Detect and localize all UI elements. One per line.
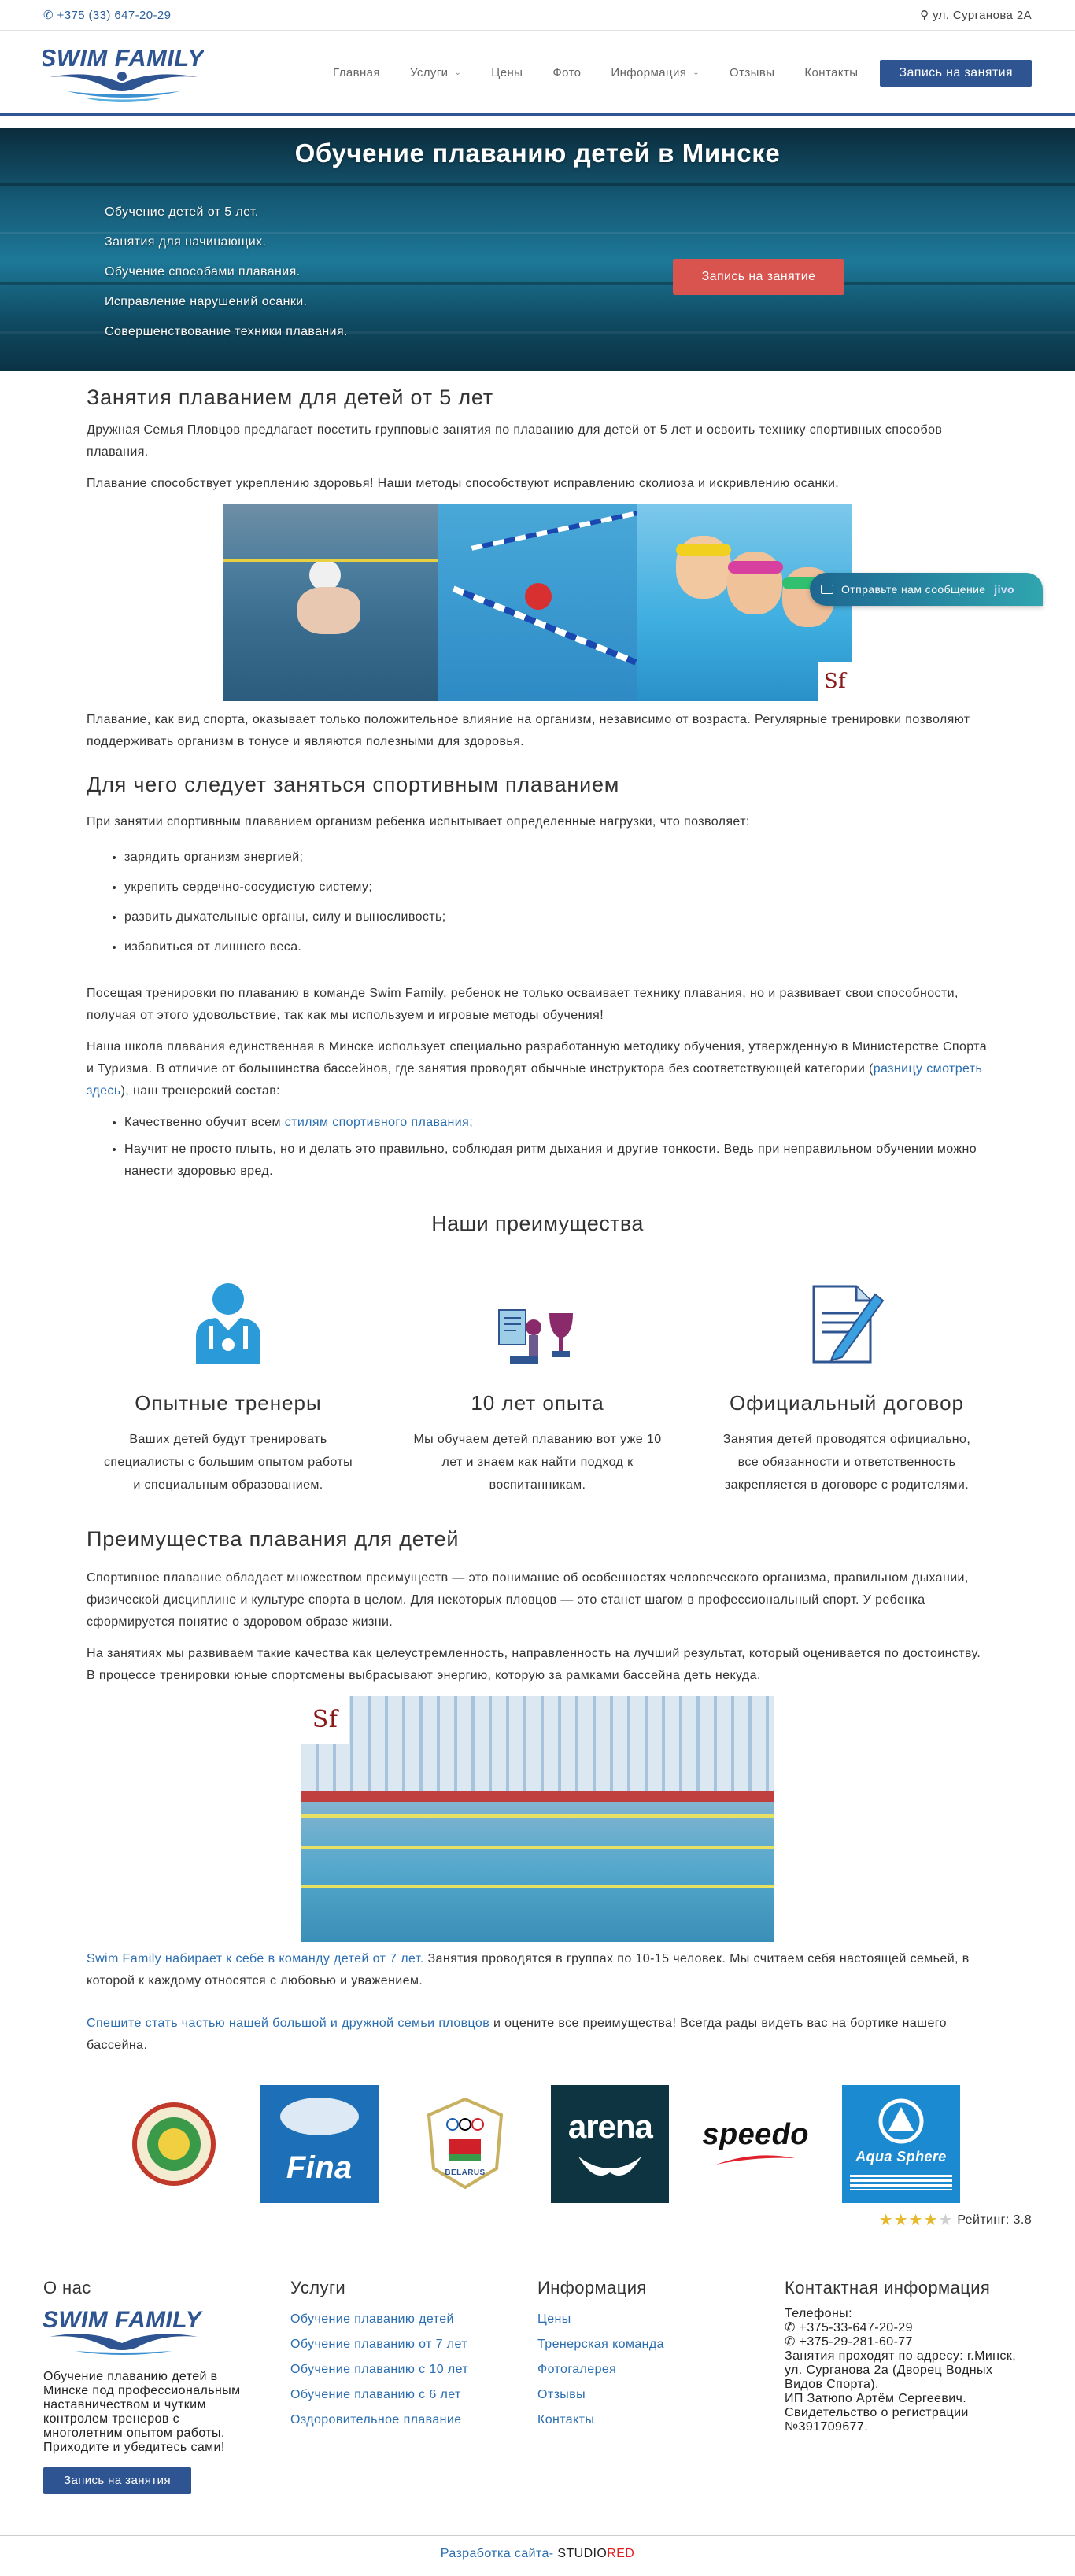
- nav-item-contacts[interactable]: [804, 63, 858, 83]
- footer: [0, 2275, 1075, 2572]
- chevron-down-icon: ⌄: [454, 68, 462, 78]
- map-pin-icon: ⚲: [920, 9, 929, 22]
- text: Качественно обучит всем: [124, 1116, 285, 1129]
- phones-label: Телефоны:: [785, 2307, 852, 2321]
- hero-title: Обучение плаванию детей в Минске: [294, 138, 781, 168]
- belarus-label: BELARUS: [445, 2168, 486, 2177]
- olympic-belarus-logo[interactable]: [406, 2085, 524, 2203]
- text: Наша школа плавания единственная в Минске использует специально разработанную методику обучения, утвержденную в Министерстве Спорта и Туризма. В отличие от большинства бассейнов, где занятия проводят обычные инструктора без соответствующей категории (: [87, 1040, 988, 1076]
- advantage-text: Мы обучаем детей плаванию вот уже 10 лет и знаем как найти подход к воспитанникам.: [413, 1433, 662, 1492]
- paragraph: При занятии спортивным плаванием организм ребенка испытывает определенные нагрузки, что позволяет:: [87, 815, 750, 829]
- arena-label: arena: [567, 2108, 652, 2145]
- footer-link[interactable]: Отзывы: [538, 2388, 586, 2402]
- advantage-title: Опытные тренеры: [135, 1391, 322, 1415]
- footer-link[interactable]: Цены: [538, 2312, 571, 2327]
- hero-signup-button[interactable]: Запись на занятие: [673, 259, 844, 295]
- swimmer-photo: [223, 504, 438, 701]
- footer-title: Услуги: [290, 2278, 346, 2298]
- team-link[interactable]: Swim Family набирает к себе в команду детей от 7 лет.: [87, 1952, 424, 1965]
- text: Занятия проводятся в группах по 10-15 человек. Мы считаем себя настоящей семьей, в которой к каждому относятся с любовью и уважением.: [87, 1952, 970, 1987]
- arena-logo[interactable]: [551, 2085, 669, 2203]
- logo-text: SWIM FAMILY: [43, 44, 204, 72]
- hero-list-item: Обучение детей от 5 лет.: [105, 205, 259, 219]
- nav-label: Отзывы: [730, 65, 775, 79]
- nav-item-home[interactable]: [333, 63, 380, 83]
- phone-link[interactable]: [43, 0, 171, 31]
- footer-link[interactable]: Обучение плаванию с 10 лет: [290, 2363, 469, 2377]
- nav-label: Информация: [611, 65, 687, 79]
- list-item: • развить дыхательные органы, силу и выносливость;: [124, 902, 988, 932]
- coach-icon: [185, 1282, 272, 1367]
- footer-title: Информация: [538, 2278, 647, 2298]
- speedo-logo[interactable]: [696, 2085, 815, 2203]
- paragraph: [87, 1036, 988, 1102]
- logo[interactable]: [43, 42, 204, 104]
- section-title: Преимущества плавания для детей: [87, 1527, 460, 1551]
- contract-icon: [807, 1279, 886, 1367]
- footer-link[interactable]: Контакты: [538, 2413, 595, 2427]
- chat-widget[interactable]: [810, 573, 1043, 606]
- nav-label: Цены: [491, 65, 523, 79]
- join-family-link[interactable]: Спешите стать частью нашей большой и дружной семьи пловцов: [87, 2017, 490, 2030]
- coach-list: [124, 1112, 988, 1183]
- paragraph: Дружная Семья Пловцов предлагает посетить групповые занятия по плаванию для детей от 5 лет и освоить технику спортивных способов плавания.: [87, 423, 943, 459]
- difference-link[interactable]: разницу смотреть здесь: [87, 1062, 983, 1098]
- nav-item-info[interactable]: [611, 63, 700, 83]
- main-nav: [303, 60, 1032, 87]
- chat-label: Отправьте нам сообщение: [841, 583, 986, 596]
- advantage-text: Ваших детей будут тренировать специалисты с большим опытом работы и специальным образованием.: [103, 1433, 353, 1492]
- paragraph: На занятиях мы развиваем такие качества как целеустремленность, направленность на лучший результат, который оценивается по достоинству. В процессе тренировки юные спортсмены выбрасывают энергию, которую за рамками бассейна деть некуда.: [87, 1647, 981, 1682]
- text: и оцените все преимущества! Всегда рады видеть вас на бортике нашего бассейна.: [87, 2017, 947, 2052]
- footer-address: Занятия проходят по адресу: г.Минск, ул. Сурганова 2а (Дворец Водных Видов Спорта).: [785, 2349, 1017, 2392]
- footer-info: [538, 2275, 785, 2494]
- star-icon[interactable]: ★: [893, 2212, 909, 2229]
- hero-list-item: Обучение способами плавания.: [105, 265, 301, 279]
- footer-contacts: [785, 2275, 1032, 2494]
- footer-link[interactable]: Обучение плаванию с 6 лет: [290, 2388, 461, 2402]
- footer-logo-text: SWIM FAMILY: [43, 2307, 202, 2334]
- nav-item-photo[interactable]: [552, 63, 581, 83]
- paragraph: Плавание, как вид спорта, оказывает только положительное влияние на организм, независимо от возраста. Регулярные тренировки позволяют поддерживать организм в тонусе и являются полезными для здоровья.: [87, 713, 970, 748]
- sf-watermark-icon: Sf: [301, 1696, 349, 1744]
- advantage-text: Занятия детей проводятся официально, все обязанности и ответственность закрепляется в договоре с родителями.: [722, 1433, 971, 1492]
- credits-red: RED: [607, 2547, 635, 2561]
- credits-label: Разработка сайта-: [440, 2547, 558, 2561]
- advantages-row: [87, 1275, 988, 1506]
- paragraph: [87, 2013, 988, 2057]
- hero-list-item: Занятия для начинающих.: [105, 235, 267, 249]
- partner-logos: [87, 2085, 988, 2203]
- footer-link[interactable]: Обучение плаванию от 7 лет: [290, 2338, 468, 2352]
- envelope-icon: [821, 585, 833, 594]
- federation-emblem[interactable]: [115, 2085, 233, 2203]
- hero-list: [105, 197, 348, 347]
- paragraph: Спортивное плавание обладает множеством преимуществ — это понимание об особенностях человеческого организма, правильном дыхании, физической дисциплине и культуре спорта в целом. Для некоторых пловцов — это станет шагом в профессиональный спорт. У ребенка сформируется понятие о здоровом образе жизни.: [87, 1571, 969, 1629]
- phone-icon: ✆: [43, 9, 54, 22]
- star-icon[interactable]: ★: [923, 2212, 939, 2229]
- pool-photo: [301, 1696, 774, 1942]
- topbar: [0, 0, 1075, 31]
- footer-phone[interactable]: [785, 2321, 1032, 2335]
- phone-icon: ✆: [785, 2321, 800, 2335]
- awards-icon: [494, 1304, 581, 1367]
- phone-icon: ✆: [785, 2335, 800, 2349]
- footer-title: О нас: [43, 2278, 91, 2298]
- footer-about-text: Обучение плаванию детей в Минске под профессиональным наставничеством и чутким контролем тренеров с многолетним опытом работы. Приходите и убедитесь сами!: [43, 2370, 241, 2455]
- paragraph: Посещая тренировки по плаванию в команде Swim Family, ребенок не только осваивает технику плавания, но и развивает свои способности, получая от этого удовольствие, так как мы используем и игровые методы обучения!: [87, 987, 959, 1022]
- text: ), наш тренерский состав:: [120, 1084, 280, 1098]
- footer-link[interactable]: Фотогалерея: [538, 2363, 617, 2377]
- advantage-title: 10 лет опыта: [471, 1391, 604, 1415]
- footer-owner: ИП Затюпо Артём Сергеевич.: [785, 2392, 967, 2406]
- phone-text[interactable]: +375 (33) 647-20-29: [57, 9, 172, 22]
- section-title: Занятия плаванием для детей от 5 лет: [87, 386, 493, 409]
- fina-label: Fina: [286, 2150, 353, 2185]
- advantage-card: [705, 1275, 988, 1506]
- hero-list-item: Исправление нарушений осанки.: [105, 295, 308, 308]
- studio-link[interactable]: [557, 2547, 634, 2560]
- footer-title: Контактная информация: [785, 2278, 991, 2298]
- footer-services: [290, 2275, 538, 2494]
- list-item: [124, 1112, 988, 1134]
- nav-item-prices[interactable]: [491, 63, 523, 83]
- footer-signup-button[interactable]: Запись на занятия: [43, 2467, 191, 2494]
- phone-number[interactable]: +375-29-281-60-77: [799, 2335, 913, 2349]
- nav-label: Главная: [333, 65, 380, 79]
- phone-number[interactable]: +375-33-647-20-29: [799, 2321, 913, 2335]
- footer-registration: Свидетельство о регистрации №391709677.: [785, 2406, 969, 2434]
- nav-label: Услуги: [409, 65, 449, 79]
- paragraph: Плавание способствует укреплению здоровья! Наши методы способствуют исправлению сколиоза и искривлению осанки.: [87, 477, 840, 490]
- advantage-card: [396, 1275, 679, 1506]
- signup-button[interactable]: Запись на занятия: [880, 60, 1032, 87]
- footer-link[interactable]: Обучение плаванию детей: [290, 2312, 454, 2327]
- jivo-logo: jivo: [994, 583, 1014, 596]
- credits-studio: STUDIO: [557, 2547, 608, 2561]
- header: [0, 31, 1075, 116]
- paragraph: [87, 1948, 988, 1992]
- benefits-list: [124, 843, 988, 962]
- child-swimming-photo: [438, 504, 637, 701]
- list-item: • зарядить организм энергией;: [124, 843, 988, 873]
- address-text: ул. Сурганова 2А: [933, 9, 1032, 22]
- nav-item-reviews[interactable]: [730, 63, 774, 83]
- list-item: • избавиться от лишнего веса.: [124, 932, 988, 962]
- speedo-label: speedo: [702, 2118, 809, 2151]
- aqua-sphere-logo[interactable]: [842, 2085, 960, 2203]
- nav-item-services[interactable]: [410, 63, 461, 83]
- nav-label: Контакты: [804, 65, 859, 79]
- sf-watermark-icon: Sf: [818, 662, 852, 701]
- footer-phone[interactable]: [785, 2335, 1032, 2349]
- advantage-card: [87, 1275, 370, 1506]
- footer-about: [43, 2275, 290, 2494]
- list-item: • Научит не просто плыть, но и делать это правильно, соблюдая ритм дыхания и другие тонкости. Ведь при неправильном обучении можно нанести здоровью вред.: [124, 1139, 988, 1183]
- footer-link[interactable]: Тренерская команда: [538, 2338, 664, 2352]
- aqua-sphere-label: Aqua Sphere: [855, 2149, 947, 2165]
- list-item: • укрепить сердечно-сосудистую систему;: [124, 873, 988, 902]
- footer-bottom: [0, 2535, 1075, 2572]
- rating-stars[interactable]: [879, 2212, 954, 2229]
- footer-logo[interactable]: [43, 2307, 204, 2357]
- nav-label: Фото: [552, 65, 582, 79]
- chevron-down-icon: ⌄: [693, 68, 700, 78]
- fina-logo[interactable]: [260, 2085, 379, 2203]
- star-icon[interactable]: ★: [908, 2212, 924, 2229]
- rating-label: Рейтинг: 3.8: [957, 2213, 1032, 2227]
- hero-list-item: Совершенствование техники плавания.: [105, 325, 348, 338]
- address: [920, 0, 1032, 31]
- rating: [87, 2211, 1032, 2230]
- advantages-title: Наши преимущества: [431, 1212, 644, 1235]
- footer-link[interactable]: Оздоровительное плавание: [290, 2413, 462, 2427]
- section-title: Для чего следует заняться спортивным плаванием: [87, 773, 620, 796]
- advantage-title: Официальный договор: [730, 1391, 964, 1415]
- star-empty-icon[interactable]: ★: [938, 2212, 954, 2229]
- hero-banner: [0, 128, 1075, 371]
- styles-link[interactable]: стилям спортивного плавания;: [284, 1116, 474, 1129]
- star-icon[interactable]: ★: [878, 2212, 894, 2229]
